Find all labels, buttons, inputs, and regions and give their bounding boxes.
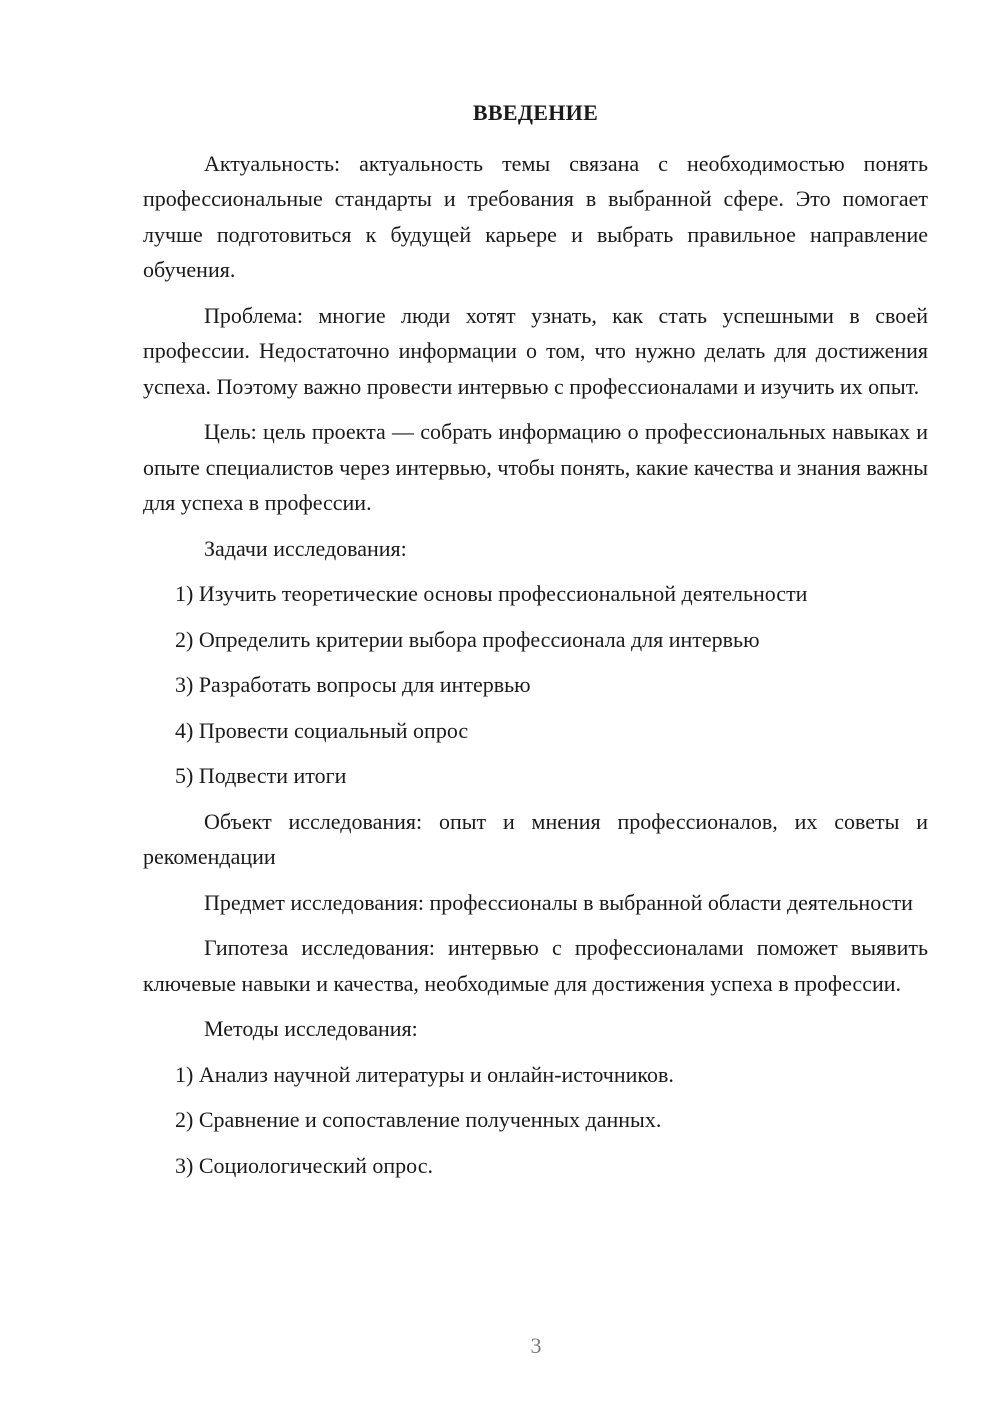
- list-item-task-1: 1) Изучить теоретические основы профессиональной деятельности: [175, 581, 808, 606]
- page-content: [143, 95, 928, 1193]
- methods-heading: Методы исследования:: [204, 1016, 418, 1041]
- list-item-task-2: 2) Определить критерии выбора профессионала для интервью: [175, 626, 760, 652]
- page-title: ВВЕДЕНИЕ: [472, 100, 599, 125]
- paragraph-problem: Проблема: многие люди хотят узнать, как стать успешными в своей профессии. Недостаточно информации о том, что нужно делать для достижения успеха. Поэтому важно провести интервью с профессионалами и изучить их опыт.: [143, 302, 928, 399]
- tasks-heading: Задачи исследования:: [204, 535, 407, 561]
- list-item-task-5: 5) Подвести итоги: [175, 763, 347, 788]
- paragraph-goal: Цель: цель проекта — собрать информацию о профессиональных навыках и опыте специалистов через интервью, чтобы понять, какие качества и знания важны для успеха в профессии.: [143, 419, 928, 515]
- paragraph-relevance: Актуальность: актуальность темы связана с необходимостью понять профессиональные стандарты и требования в выбранной сфере. Это помогает лучше подготовиться к будущей карьере и выбрать правильное направление обучения.: [143, 150, 928, 282]
- list-item-method-3: 3) Социологический опрос.: [175, 1152, 433, 1178]
- paragraph-object: Объект исследования: опыт и мнения профессионалов, их советы и рекомендации: [143, 808, 928, 869]
- list-item-task-3: 3) Разработать вопросы для интервью: [175, 672, 531, 697]
- page-number: 3: [530, 1333, 542, 1358]
- list-item-task-4: 4) Провести социальный опрос: [175, 717, 469, 743]
- paragraph-subject: Предмет исследования: профессионалы в выбранной области деятельности: [204, 889, 913, 915]
- list-item-method-2: 2) Сравнение и сопоставление полученных данных.: [175, 1107, 662, 1132]
- paragraph-hypothesis: Гипотеза исследования: интервью с профессионалами поможет выявить ключевые навыки и качества, необходимые для достижения успеха в профессии.: [143, 935, 928, 996]
- list-item-method-1: 1) Анализ научной литературы и онлайн-источников.: [175, 1061, 674, 1087]
